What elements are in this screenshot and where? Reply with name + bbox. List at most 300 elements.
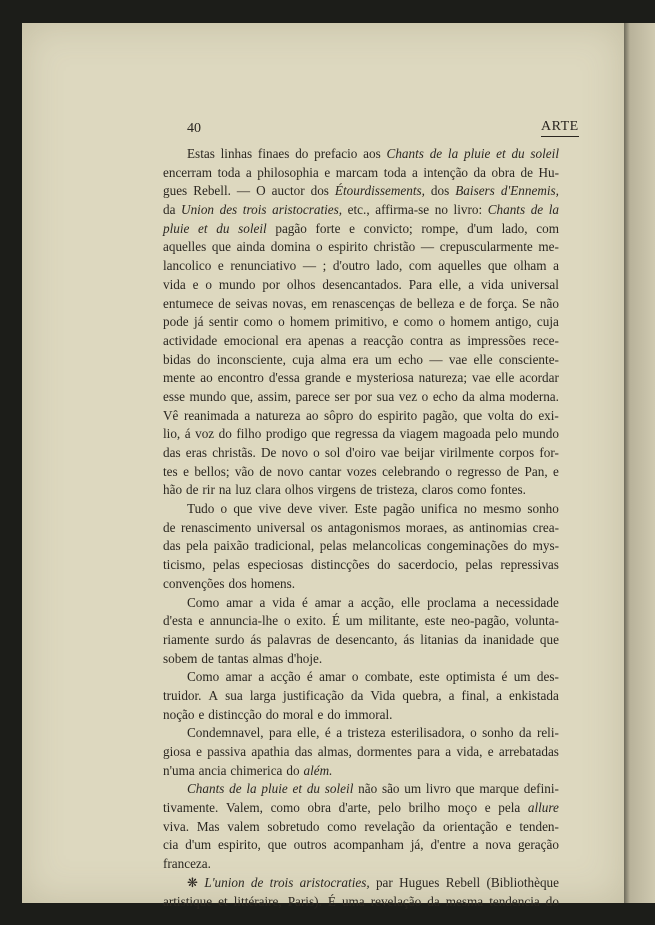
word: É: [331, 613, 340, 629]
text-line: [163, 799, 559, 818]
word: do: [265, 706, 279, 722]
word: como: [457, 482, 487, 498]
word: que: [539, 631, 559, 647]
word: espirito: [328, 239, 368, 255]
word: for-: [539, 445, 559, 460]
word: sonho: [527, 501, 559, 517]
word: do: [377, 557, 391, 573]
word: e: [183, 463, 189, 479]
word: palavras: [267, 631, 312, 647]
word: livro: [425, 781, 451, 797]
word: espirito: [377, 407, 418, 423]
word: a: [245, 164, 252, 180]
word: o: [205, 276, 212, 292]
word: especiosas: [247, 557, 304, 573]
word: mente: [163, 370, 196, 386]
word: chimerica: [230, 762, 283, 778]
word: é: [306, 669, 313, 685]
word: d'Ennemis,: [500, 183, 559, 199]
word: espirito,: [217, 837, 261, 853]
word: almas,: [317, 744, 352, 759]
text-line: [163, 313, 559, 332]
word: da: [163, 202, 176, 218]
word: cantar: [309, 463, 342, 479]
word: d'um: [467, 220, 493, 236]
word: não: [539, 295, 559, 311]
word: das: [163, 445, 181, 460]
word: mundo: [189, 388, 227, 404]
word: ás: [403, 631, 415, 647]
text-line: [163, 388, 559, 407]
word: vida: [163, 276, 186, 292]
word: de: [163, 519, 176, 535]
word: distincções: [310, 557, 370, 573]
word: vida: [272, 594, 295, 610]
text-line: [163, 537, 559, 556]
word: livro:: [453, 202, 483, 218]
word: et: [198, 220, 208, 236]
word: Vê: [163, 407, 179, 423]
word: christãs.: [212, 445, 256, 460]
word: ❋: [187, 874, 199, 890]
word: deve: [287, 501, 313, 517]
word: do: [218, 426, 232, 442]
word: acompanham: [333, 837, 404, 853]
word: Chants: [487, 202, 526, 218]
word: regresso: [457, 463, 502, 479]
word: Hu-: [538, 164, 559, 180]
word: natureza: [255, 407, 301, 423]
word: passiva: [207, 744, 247, 759]
word: antigo,: [495, 314, 532, 330]
word: Tudo: [187, 501, 215, 517]
word: vida: [481, 276, 504, 292]
word: L'union: [204, 874, 245, 890]
word: que: [267, 837, 287, 853]
word: que: [455, 781, 475, 797]
word: obra: [307, 800, 331, 816]
word: vive: [258, 501, 282, 517]
word: encerram: [163, 164, 213, 180]
word: aristocraties,: [299, 874, 370, 890]
word: d'outro: [332, 258, 370, 274]
word: pela: [186, 538, 209, 554]
word: tradicional,: [254, 538, 315, 554]
word: antagonismos: [327, 519, 401, 535]
word: du: [216, 220, 230, 236]
page-number: 40: [187, 121, 201, 136]
text-line: [163, 743, 559, 762]
word: aos: [363, 146, 381, 161]
text-line: [163, 481, 559, 500]
word: o: [445, 463, 452, 479]
word: lio,: [163, 426, 181, 442]
word: O: [256, 183, 266, 199]
word: um: [513, 669, 531, 685]
word: Union: [181, 202, 215, 218]
word: Vida: [370, 687, 396, 703]
word: desencantados.: [322, 276, 402, 292]
word: Este: [354, 501, 378, 517]
word: esse: [163, 388, 185, 404]
word: da: [350, 687, 364, 703]
word: prodigo: [265, 426, 307, 442]
word: e: [487, 744, 494, 759]
word: era: [352, 351, 369, 367]
word: —: [302, 258, 317, 274]
word: viagem: [399, 426, 439, 442]
word: no: [463, 501, 477, 517]
word: moraes,: [405, 519, 448, 535]
word: Se: [521, 295, 536, 311]
word: assim,: [257, 388, 291, 404]
word: congeminações: [426, 538, 509, 554]
word: pluie: [463, 146, 491, 161]
word: franceza.: [163, 856, 211, 872]
word: aquelles: [438, 258, 482, 274]
word: d'arte,: [338, 800, 371, 816]
word: sobem: [163, 650, 198, 666]
word: reanimada: [183, 407, 239, 423]
word: e: [198, 613, 205, 629]
text-line: [163, 500, 559, 519]
word: Chants: [187, 781, 225, 797]
word: rompe,: [421, 220, 459, 236]
word: o: [220, 501, 228, 517]
word: no: [434, 202, 448, 218]
word: que: [211, 239, 231, 255]
word: christão: [373, 239, 416, 255]
word: me-: [538, 239, 559, 255]
word: cuja: [536, 314, 559, 330]
word: um: [345, 613, 363, 629]
word: inconsciente,: [216, 351, 286, 367]
word: de: [506, 463, 520, 479]
word: crepuscularmente: [439, 239, 533, 255]
word: truidor.: [163, 687, 202, 703]
word: Como: [187, 594, 220, 610]
word: soleil: [324, 781, 354, 797]
text-line: [163, 762, 559, 781]
word: moral: [282, 706, 314, 722]
word: amar: [226, 594, 253, 610]
word: optimista: [446, 669, 496, 685]
word: linhas: [220, 146, 253, 161]
word: universal: [510, 276, 559, 292]
word: trois: [242, 202, 267, 218]
word: a: [448, 687, 455, 703]
word: et: [218, 893, 228, 909]
word: A: [208, 687, 219, 703]
word: quebra,: [402, 687, 442, 703]
word: ticismo,: [163, 557, 206, 573]
word: como: [270, 800, 300, 816]
word: pelo: [378, 800, 401, 816]
word: o: [421, 388, 429, 404]
running-title: ARTE: [541, 119, 579, 137]
word: neo-pagão,: [450, 613, 510, 629]
word: repressivas: [500, 557, 559, 573]
word: de: [429, 146, 443, 161]
word: vez: [398, 388, 418, 404]
word: apathia: [251, 744, 290, 759]
word: das: [294, 744, 313, 759]
word: domina: [270, 239, 311, 255]
text-line: [163, 556, 559, 575]
word: de: [469, 295, 483, 311]
word: philosophia: [257, 164, 319, 180]
word: ;: [322, 258, 327, 274]
word: des: [219, 202, 238, 218]
word: rece-: [532, 332, 559, 348]
text-line: [163, 444, 559, 463]
word: unifica: [420, 501, 458, 517]
word: Estas: [187, 146, 215, 161]
word: o: [351, 669, 359, 685]
word: acção: [270, 669, 301, 685]
word: este: [419, 669, 440, 685]
word: eras: [185, 445, 208, 460]
text-line: [163, 257, 559, 276]
word: olhos: [286, 276, 316, 292]
word: melancolicas: [352, 538, 422, 554]
word: É: [327, 893, 336, 909]
word: enkistada: [509, 687, 559, 703]
word: vida,: [456, 744, 483, 759]
word: arrebatadas: [498, 744, 559, 759]
word: marcam: [335, 164, 379, 180]
text-line: [163, 425, 559, 444]
word: para: [268, 725, 292, 741]
text-line: [163, 463, 559, 482]
word: ainda: [236, 239, 266, 255]
word: moderna.: [509, 388, 559, 404]
word: pode: [163, 314, 189, 330]
word: bidas: [163, 351, 191, 367]
word: luz: [235, 482, 252, 498]
word: seivas: [235, 295, 268, 311]
word: brilho: [408, 800, 441, 816]
word: distincção: [208, 706, 262, 722]
word: olhos: [284, 482, 314, 498]
word: dos: [310, 183, 329, 199]
word: de: [359, 482, 373, 498]
word: convicto;: [363, 220, 413, 236]
word: surdo: [215, 631, 245, 647]
word: orientação: [442, 818, 498, 834]
word: do: [327, 706, 341, 722]
word: para: [417, 744, 440, 759]
text-line: [163, 780, 559, 799]
word: alma: [320, 351, 347, 367]
word: consciente-: [498, 351, 559, 367]
word: na: [218, 482, 232, 498]
word: soleil: [530, 146, 559, 161]
word: viva.: [163, 818, 190, 834]
word: impressões: [467, 332, 526, 348]
word: pelo: [495, 426, 518, 442]
text-line: [163, 332, 559, 351]
word: de: [218, 295, 231, 311]
word: celebrando: [382, 463, 440, 479]
word: tristeza: [347, 725, 386, 741]
word: —: [236, 183, 251, 199]
word: tenden-: [519, 818, 559, 834]
word: por: [354, 388, 373, 404]
word: la: [246, 781, 257, 797]
word: revelação: [370, 893, 422, 909]
word: o: [283, 613, 291, 629]
word: vae: [380, 445, 400, 460]
word: das: [163, 538, 181, 554]
word: como: [403, 314, 434, 330]
text-line: [163, 874, 559, 893]
word: universal: [256, 519, 306, 535]
word: virgens: [317, 482, 356, 498]
word: reli-: [536, 725, 559, 741]
word: a: [496, 687, 502, 703]
text-line: [163, 687, 559, 706]
word: forte: [315, 220, 341, 236]
word: toda: [217, 164, 241, 180]
word: e: [505, 818, 512, 834]
word: militante,: [368, 613, 419, 629]
text-line: [163, 220, 559, 239]
word: littéraire,: [233, 893, 282, 909]
word: por: [262, 276, 280, 292]
word: corpos: [499, 445, 535, 460]
word: valem: [227, 818, 260, 834]
word: amar: [319, 669, 346, 685]
word: bellos;: [194, 463, 230, 479]
word: novas,: [272, 295, 307, 311]
word: o: [316, 239, 323, 255]
word: proclama: [427, 594, 477, 610]
word: vão: [234, 463, 254, 479]
word: que: [233, 501, 253, 517]
word: e: [217, 258, 224, 274]
text-line: [163, 818, 559, 837]
word: sua: [376, 388, 395, 404]
word: do: [286, 762, 300, 778]
text-line: [163, 182, 559, 201]
next-page-edge: [624, 23, 655, 903]
word: da: [427, 893, 440, 909]
word: força.: [486, 295, 518, 311]
word: de: [186, 482, 199, 498]
word: um: [374, 351, 392, 367]
word: da: [473, 164, 486, 180]
word: e: [349, 220, 355, 236]
word: e: [198, 706, 205, 722]
word: e: [345, 370, 352, 386]
word: sobretudo: [267, 818, 320, 834]
word: do: [519, 407, 533, 423]
word: contra: [410, 332, 444, 348]
word: larga: [249, 687, 276, 703]
word: mesma: [445, 893, 484, 909]
word: reacção: [363, 332, 404, 348]
word: inanidade: [482, 631, 534, 647]
word: pelas: [212, 557, 240, 573]
word: esterilisadora,: [391, 725, 465, 741]
word: é: [324, 725, 331, 741]
word: primitivo,: [334, 314, 388, 330]
word: o: [438, 314, 446, 330]
word: regressa: [334, 426, 379, 442]
word: De: [260, 445, 277, 460]
word: apenas: [308, 332, 345, 348]
word: voz: [195, 426, 215, 442]
word: tes: [163, 463, 178, 479]
word: d'esta: [163, 613, 193, 629]
word: clara: [255, 482, 281, 498]
word: beijar: [404, 445, 435, 460]
word: era: [285, 332, 302, 348]
word: a: [445, 744, 452, 759]
word: Hugues: [399, 874, 440, 890]
word: mundo: [522, 426, 559, 442]
word: tivamente.: [163, 800, 219, 816]
word: é: [501, 669, 508, 685]
word: Mas: [196, 818, 220, 834]
word: a: [244, 407, 251, 423]
text-line: [163, 276, 559, 295]
word: fontes.: [490, 482, 526, 498]
word: Condemnavel,: [187, 725, 264, 741]
word: Valem,: [225, 800, 263, 816]
word: de: [399, 295, 413, 311]
word: que: [463, 407, 483, 423]
word: par: [375, 874, 393, 890]
word: d'entre: [430, 837, 466, 853]
text-line: [163, 369, 559, 388]
word: tristeza,: [376, 482, 418, 498]
word: tantas: [217, 650, 249, 666]
word: do: [197, 351, 211, 367]
text-line: [163, 724, 559, 743]
word: amar: [225, 669, 252, 685]
word: Rebell: [445, 874, 481, 890]
word: natureza;: [418, 370, 467, 386]
word: Paris).: [287, 893, 322, 909]
word: do: [295, 146, 309, 161]
text-line: [163, 706, 559, 725]
word: —: [429, 351, 443, 367]
word: e: [324, 164, 331, 180]
word: do: [358, 407, 373, 423]
word: belleza: [416, 295, 455, 311]
word: pagão: [275, 220, 307, 236]
word: e: [392, 314, 399, 330]
word: elle: [495, 370, 515, 386]
word: artistique: [163, 893, 213, 909]
word: de: [530, 202, 544, 218]
word: Rebell.: [193, 183, 231, 199]
word: lancolico: [163, 258, 212, 274]
word: filho: [236, 426, 262, 442]
text-line: [163, 631, 559, 650]
word: rir: [202, 482, 215, 498]
word: a: [259, 594, 266, 610]
word: elle: [401, 594, 421, 610]
word: gues: [163, 183, 188, 199]
word: la: [548, 202, 559, 218]
word: como: [243, 314, 273, 330]
word: cuja: [292, 351, 315, 367]
word: cia: [163, 837, 179, 853]
word: vae: [472, 370, 491, 386]
